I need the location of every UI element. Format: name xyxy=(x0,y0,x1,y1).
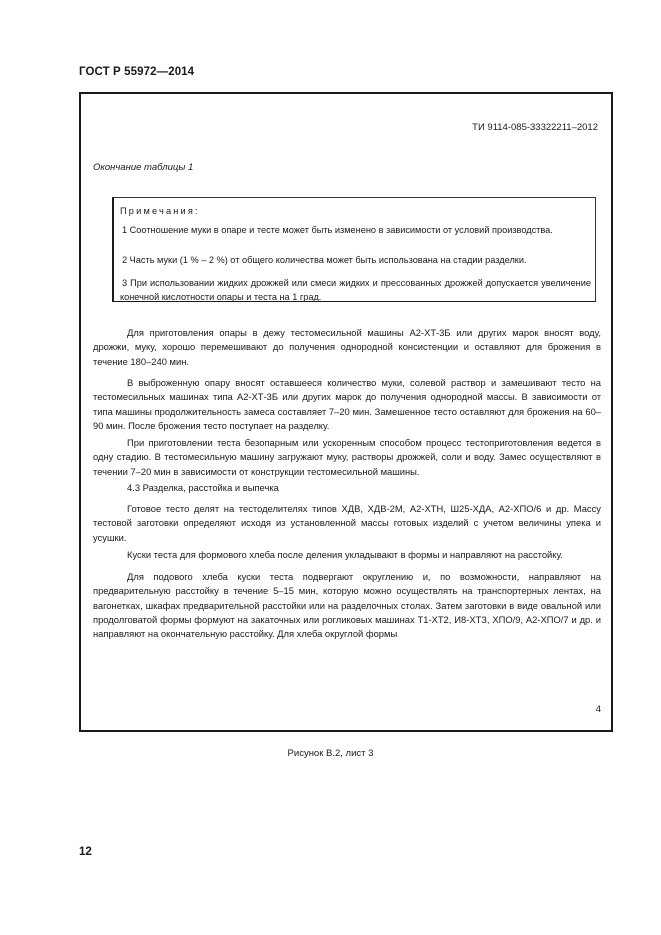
note-item: 1 Соотношение муки в опаре и тесте может быть изменено в зависимости от условий производства. xyxy=(122,225,553,235)
paragraph: Готовое тесто делят на тестоделителях типов ХДВ, ХДВ-2М, А2-ХТН, Ш25-ХДА, А2-ХПО/6 и др. Массу тестовой заготовки определяют исходя из установленной массы готовых изделий с учетом величины упека и усушки. xyxy=(93,503,601,543)
notes-box xyxy=(112,197,596,302)
paragraph: Для приготовления опары в дежу тестомесильной машины А2-ХТ-3Б или других марок вносят воду, дрожжи, муку, хорошо перемешивают до получения однородной консистенции и оставляют для брожения в течение 180–240 мин. xyxy=(93,327,601,367)
figure-frame xyxy=(79,92,613,732)
table-continuation-label: Окончание таблицы 1 xyxy=(93,162,194,173)
document-code: ТИ 9114-085-33322211–2012 xyxy=(472,122,598,133)
page-number: 12 xyxy=(79,846,92,858)
paragraph: В выброженную опару вносят оставшееся количество муки, солевой раствор и замешивают тесто на тестомесильных машинах типа А2-ХТ-3Б или других марок до получения однородной массы. В зависимости от типа машины продолжительность замеса составляет 7–20 мин. Замешенное тесто оставляют для брожения на 60–90 мин. После брожения тесто поступает на разделку. xyxy=(93,377,601,431)
paragraph: Куски теста для формового хлеба после деления укладывают в формы и направляют на расстойку. xyxy=(127,549,563,560)
note-item: 2 Часть муки (1 % – 2 %) от общего количества может быть использована на стадии разделки. xyxy=(122,255,527,265)
notes-title: Примечания: xyxy=(120,206,200,216)
standard-header: ГОСТ Р 55972—2014 xyxy=(79,66,195,78)
paragraph: Для подового хлеба куски теста подвергают округлению и, по возможности, направляют на предварительную расстойку в течение 5–15 мин, которую можно осуществлять на транспортерных лентах, на вагонетках, шкафах предварительной расстойки или на разделочных столах. Затем заготовки в виде овальной или продолговатой формы формуют на закаточных или рогликовых машинах Т1-ХТ2, И8-ХТЗ, ХПО/9, А2-ХПО/7 и др. и направляют на окончательную расстойку. Для хлеба округлой формы xyxy=(93,571,601,640)
section-heading: 4.3 Разделка, расстойка и выпечка xyxy=(127,482,279,493)
paragraph: При приготовлении теста безопарным или ускоренным способом процесс тестоприготовления ведется в одну стадию. В тестомесильную машину загружают муку, растворы дрожжей, соли и воду. Замес осуществляют в течении 7–20 мин в зависимости от конструкции тестомесильной машины. xyxy=(93,437,601,477)
note-item: 3 При использовании жидких дрожжей или смеси жидких и прессованных дрожжей допускается увеличение конечной кислотности опары и теста на 1 град. xyxy=(120,278,591,302)
figure-caption: Рисунок В.2, лист 3 xyxy=(287,748,374,759)
inner-page-number: 4 xyxy=(595,704,601,715)
